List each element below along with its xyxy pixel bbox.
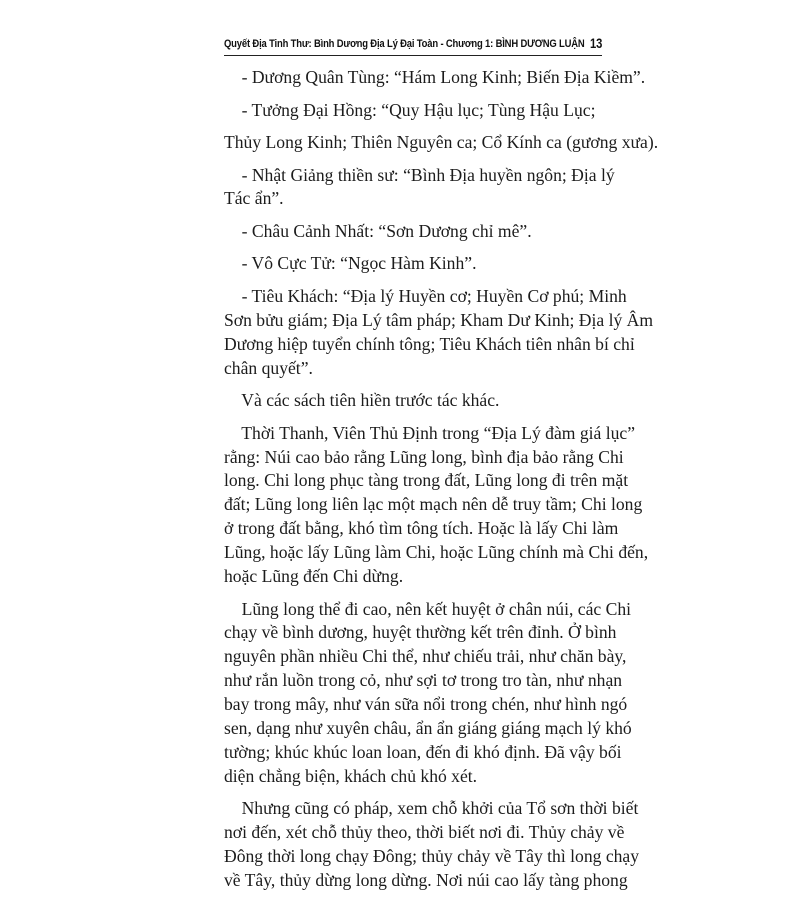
text-line: tường; khúc khúc loan loan, đến đi khó định. Đã vậy bối (224, 742, 622, 762)
paragraph (224, 99, 600, 123)
paragraph (224, 389, 600, 413)
text-line: rằng: Núi cao bảo rằng Lũng long, bình địa bảo rằng Chi (224, 446, 624, 467)
text-line: - Dương Quân Tùng: “Hám Long Kinh; Biến Địa Kiềm”. (224, 67, 646, 87)
header-rule (224, 55, 602, 56)
text-line: Lũng long thể đi cao, nên kết huyệt ở chân núi, các Chi (224, 598, 632, 619)
text-line: Thủy Long Kinh; Thiên Nguyên ca; Cổ Kính ca (gương xưa). (224, 132, 659, 152)
paragraph (224, 797, 640, 893)
text-line: Đông thời long chạy Đông; thủy chảy về Tây thì long chạy (224, 846, 640, 867)
paragraph (224, 220, 600, 244)
page-number: 13 (589, 35, 602, 51)
text-line: như rắn luồn trong cỏ, như sợi tơ trong tro tàn, như nhạn (224, 670, 623, 691)
paragraph (224, 422, 649, 589)
text-line: ở trong đất bằng, khó tìm tông tích. Hoặc là lấy Chi làm (224, 518, 619, 539)
running-header-title: Quyết Địa Tinh Thư: Bình Dương Địa Lý Đại Toàn - Chương 1: BÌNH DƯƠNG LUẬN (224, 38, 585, 50)
text-line: bay trong mây, như ván sữa nổi trong chén, như hình ngó (224, 694, 628, 715)
text-line: chân quyết”. (224, 357, 313, 378)
text-line: - Tiêu Khách: “Địa lý Huyền cơ; Huyền Cơ phú; Minh (224, 285, 627, 306)
paragraph (224, 131, 659, 155)
text-line: nguyên phần nhiều Chi thể, như chiếu trải, như chăn bày, (224, 646, 627, 667)
text-line: Dương hiệp tuyển chính tông; Tiêu Khách tiên nhân bí chỉ (224, 333, 635, 354)
text-line: Lũng, hoặc lấy Lũng làm Chi, hoặc Lũng chính mà Chi đến, (224, 542, 649, 563)
paragraph (224, 164, 615, 212)
text-line: Sơn bửu giám; Địa Lý tâm pháp; Kham Dư Kinh; Địa lý Âm (224, 309, 654, 330)
text-line: Tác ẩn”. (224, 188, 284, 209)
text-line: Và các sách tiên hiền trước tác khác. (224, 390, 500, 411)
text-line: nơi đến, xét chỗ thủy theo, thời biết nơi đi. Thủy chảy về (224, 822, 625, 843)
text-line: chạy về bình dương, huyệt thường kết trên đỉnh. Ở bình (224, 622, 617, 643)
paragraph (224, 252, 600, 276)
paragraph (224, 285, 654, 381)
text-line: sen, dạng như xuyên châu, ẩn ẩn giáng giáng mạch lý khó (224, 718, 632, 739)
body-text (224, 66, 659, 902)
text-line: về Tây, thủy dừng long dừng. Nơi núi cao lấy tàng phong (224, 870, 628, 891)
text-line: hoặc Lũng đến Chi dừng. (224, 566, 404, 587)
text-line: long. Chi long phục tàng trong đất, Lũng long đi trên mặt (224, 470, 629, 491)
text-line: diện chẳng biện, khách chủ khó xét. (224, 765, 478, 786)
text-line: đất; Lũng long liên lạc một mạch nên dễ truy tầm; Chi long (224, 494, 643, 515)
paragraph (224, 598, 632, 789)
paragraph (224, 66, 646, 90)
text-line: Nhưng cũng có pháp, xem chỗ khởi của Tổ sơn thời biết (224, 798, 639, 819)
text-line: - Nhật Giảng thiền sư: “Bình Địa huyền ngôn; Địa lý (224, 164, 615, 185)
text-line: - Tưởng Đại Hồng: “Quy Hậu lục; Tùng Hậu Lục; (224, 99, 596, 120)
text-line: Thời Thanh, Viên Thủ Định trong “Địa Lý đàm giá lục” (224, 422, 636, 443)
text-line: - Châu Cảnh Nhất: “Sơn Dương chỉ mê”. (224, 220, 532, 241)
text-line: - Vô Cực Tử: “Ngọc Hàm Kinh”. (224, 253, 477, 274)
running-header (224, 34, 602, 54)
